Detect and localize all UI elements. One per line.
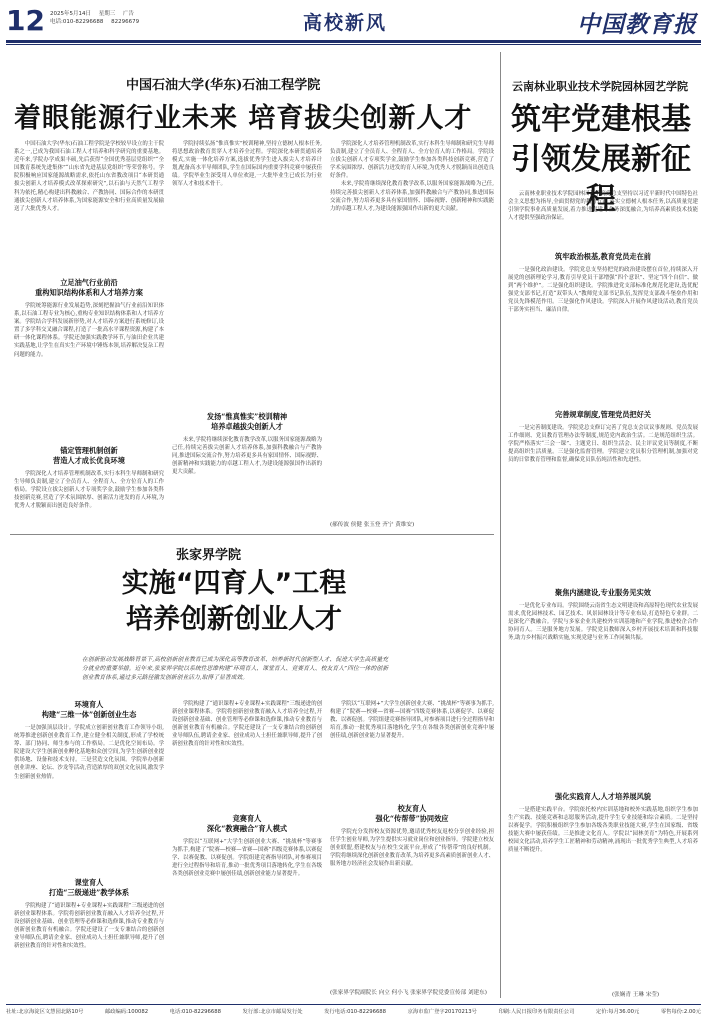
article3-column-3: 学院以“互联网+”大学生创新创业大赛、“挑战杯”等赛事为抓手,构建了“院赛—校赛—省赛—国赛”四级竞赛体系,以赛促学、以赛促教、以赛促创。学院组建竞赛指导团队,对参赛项目进行全过程指导和培育,推动一批优秀项目落地转化,学生在各级各类创新创业竞赛中屡创佳绩,创新创业能力显著提升。 [172, 839, 322, 878]
article3-column-4: 学院充分发挥校友资源优势,邀请优秀校友返校分享创业经验,担任学生创业导师,为学生提供实习就业岗位和创业指导。学院建立校友创业联盟,搭建校友与在校生交流平台,形成了“传帮带”的良好机制。学院将继续深化创新创业教育改革,为培养更多高素质创新创业人才、服务地方经济社会发展作出新贡献。 [330, 829, 494, 868]
article1-column-6: 学院深化人才培养管理机制改革,实行本科生导师制和研究生导师负责制,建立了全员育人、全程育人、全方位育人的工作格局。学院设立拔尖创新人才专项奖学金,鼓励学生参加各类科技创新竞赛,营造了学术氛围浓厚、创新活力迸发的育人环境,为优秀人才脱颖而出创造良好条件。 未来,学院将继续深化教育教学改革,以服务国家能源战略为己任,持续完善拔尖创新人才培养体系,加强科教融合与产教协同,推进国际交流合作,努力培养更多具有家国情怀、国际视野、创新精神和实践能力的卓越工程人才,为建设能源强国作出新的更大贡献。 [330, 141, 494, 212]
article3-column-2: 学院构建了“通识课程+专业课程+实践课程”三级递进的创新创业课程体系。学院将创新创业教育融入人才培养全过程,开设创新创业基础、创业管理等必修课和选修课,推动专业教育与创新创业教育有机融合。学院还建设了一支专兼结合的创新创业导师队伍,聘请企业家、创业成功人士担任兼职导师,提升了创新创业教育的针对性和实效性。 [14, 903, 164, 950]
masthead-meta [50, 10, 145, 26]
article1-column-3: 学院深化人才培养管理机制改革,实行本科生导师制和研究生导师负责制,建立了全员育人、全程育人、全方位育人的工作格局。学院设立拔尖创新人才专项奖学金,鼓励学生参加各类科技创新竞赛,营造了学术氛围浓厚、创新活力迸发的育人环境,为优秀人才脱颖而出创造良好条件。 [14, 471, 164, 510]
footer-monthly-price: 定价:每月36.00元 [595, 1009, 640, 1015]
article1-subhead-2: 锚定管理机制创新 营造人才成长优良环境 [53, 446, 125, 465]
footer-distribution: 发行部:北京市邮局发行处 [242, 1009, 303, 1015]
article2-kicker: 云南林业职业技术学院园林园艺学院 [512, 80, 688, 93]
page-type: 广告 [123, 11, 135, 17]
article2-intro: 云南林业职业技术学院园林园艺学院党总支坚持以习近平新时代中国特色社会主义思想为指导,全面贯彻党的教育方针,落实立德树人根本任务,以高质量党建引领学院事业高质量发展,着力推进党建与业务深度融合,为培养高素质技术技能人才提供坚强政治保证。 [508, 191, 698, 222]
masthead-rule-thin [6, 44, 701, 45]
section-divider [10, 534, 494, 535]
footer-license: 京海市监广登字20170213号 [407, 1009, 477, 1015]
footer-distribution-phone: 发行电话:010-82296688 [324, 1009, 387, 1015]
article1-column-2: 学院统筹能源行业发展趋势,深刻把握油气行业前沿知识体系,以石油工程专业为核心,重构专业知识结构体系和人才培养方案。学院结合学科发展新形势,对人才培养方案进行系统修订,设置了多学科交叉融合课程,打造了一批高水平课程资源,构建了本研一体化课程体系。学院还加强实践教学环节,与油田企业共建实践基地,让学生在真实生产环境中锤炼本领,培养解决复杂工程问题的能力。 [14, 303, 164, 358]
section-title: 高校新风 [303, 12, 388, 34]
article3-kicker: 张家界学院 [176, 548, 242, 563]
issue-weekday: 星期三 [98, 11, 116, 17]
article2-byline: (张娴青 王琳 宋莹) [612, 992, 660, 998]
article1-byline: (郝传波 侯健 张玉登 齐宁 黄维安) [330, 522, 415, 528]
footer-rule [6, 1004, 701, 1005]
article2-column-4: 一是优化专业布局。学院围绕云南省生态文明建设和高原特色现代农业发展需求,优化园林技术、园艺技术、风景园林设计等专业布局,打造特色专业群。二是深化产教融合。学院与多家企业共建校外实训基地和产业学院,推进校企合作协同育人。三是服务地方发展。学院党员教师深入乡村开展技术培训和科技服务,助力乡村振兴战略实施,实现党建与业务工作同频共振。 [508, 603, 698, 642]
article3-byline: (张家界学院副院长 向立 何小飞 张家界学院党委宣传部 刘建东) [330, 990, 487, 996]
article1-column-5: 未来,学院将继续深化教育教学改革,以服务国家能源战略为己任,持续完善拔尖创新人才培养体系,加强科教融合与产教协同,推进国际交流合作,努力培养更多具有家国情怀、国际视野、创新精神和实践能力的卓越工程人才,为建设能源强国作出新的更大贡献。 [172, 437, 322, 476]
article3-subhead-4: 校友育人 强化“传帮带”协同效应 [375, 804, 449, 823]
article3-column-1: 一是加强顶层设计。学院成立创新创业教育工作领导小组,统筹推进创新创业教育工作,建立健全相关制度,形成了学校统筹、部门协同、师生参与的工作格局。二是优化空间布局。学院建设大学生创新创业孵化基地和众创空间,为学生创新创业提供场地、设备和技术支持。三是营造文化氛围。学院举办创新创业讲座、论坛、沙龙等活动,营造浓厚的双创文化氛围,激发学生创新创业热情。 [14, 725, 164, 780]
footer [6, 1007, 701, 1015]
footer-printer: 印刷:人民日报印务有限责任公司 [498, 1009, 575, 1015]
footer-address: 社址:北京海淀区文慧园北路10号 [6, 1009, 84, 1015]
article1-kicker: 中国石油大学(华东)石油工程学院 [126, 78, 321, 93]
article3-subhead-2: 课堂育人 打造“三级递进”教学体系 [48, 878, 130, 897]
article3-headline: 实施“四育人”工程 培养创新创业人才 [121, 568, 347, 635]
article1-subhead-1: 立足油气行业前沿 重构知识结构体系和人才培养方案 [35, 278, 143, 297]
article2-subhead-1: 筑牢政治根基,教育党员走在前 [555, 252, 651, 261]
article3-column-4a: 学院以“互联网+”大学生创新创业大赛、“挑战杯”等赛事为抓手,构建了“院赛—校赛—省赛—国赛”四级竞赛体系,以赛促学、以赛促教、以赛促创。学院组建竞赛指导团队,对参赛项目进行全过程指导和培育,推动一批优秀项目落地转化,学生在各级各类创新创业竞赛中屡创佳绩,创新创业能力显著提升。 [330, 701, 494, 740]
article2-subhead-2: 完善规章制度,管理党员把好关 [555, 410, 651, 419]
page-number: 12 [6, 4, 45, 37]
contact-phone-1: 电话:010-82296688 [50, 19, 104, 25]
footer-postcode: 邮政编码:100082 [104, 1009, 149, 1015]
article1-column-1: 中国石油大学(华东)石油工程学院是学校较早设立的主干院系之一,已成为我国石油工程人才培养和科学研究的重要基地。近年来,学院办学成果丰硕,先后获得“全国优秀基层党组织”“全国教育系统先进集体”“山东省先进基层党组织”等荣誉称号。学院积极响应国家能源战略需求,依托山东省教改项目“本研贯通拔尖创新人才培养模式改革探索研究”,以石油与天然气工程学科为依托,精心构建出科教融合、产教协同、国际合作的本研贯通拔尖创新人才培养体系,为国家能源安全和行业高质量发展输送了大批优秀人才。 [14, 141, 164, 212]
article3-lead: 在创新驱动发展战略背景下,高校创新创业教育已成为深化高等教育改革、培养新时代创新型人才、促进大学生高质量充分就业的重要举措。近年来,张家界学院以系统性思维构建“环境育人、课堂育人、竞赛育人、校友育人”四位一体的创新创业教育体系,通过多元路径激发创新创业活力,取得了显著成效。 [82, 657, 388, 681]
masthead [6, 6, 701, 38]
article3-subhead-1: 环境育人 构建“三维一体”创新创业生态 [41, 700, 137, 719]
footer-retail-price: 零售每份:2.00元 [660, 1009, 701, 1015]
article1-headline: 着眼能源行业未来 培育拔尖创新人才 [14, 103, 473, 134]
article2-subhead-3: 聚焦内涵建设,专业服务见实效 [555, 588, 651, 597]
article2-column-3: 一是完善制度建设。学院党总支修订完善了党总支会议议事规则、党员发展工作细则、党员教育管理办法等制度,规范党内政治生活。二是规范组织生活。学院严格落实“三会一课”、主题党日、组织生活会、民主评议党员等制度,不断提高组织生活质量。三是强化监督管理。学院建立党员积分管理机制,加强对党员的日常教育管理和监督,确保党员队伍纯洁性和先进性。 [508, 425, 698, 464]
issue-date: 2025年5月14日 [50, 11, 91, 17]
article2-headline: 筑牢党建根基 引领发展新征程 [511, 102, 691, 217]
masthead-rule [6, 40, 701, 43]
column-divider-right [500, 52, 501, 998]
contact-phone-2: 82296679 [111, 19, 140, 25]
article2-subhead-4: 强化实践育人,人才培养展风貌 [555, 792, 651, 801]
article3-subhead-3: 竞赛育人 深化“教赛融合”育人模式 [206, 814, 288, 833]
newspaper-logo: 中国教育报 [577, 11, 697, 38]
footer-phone: 电话:010-82296688 [169, 1009, 221, 1015]
article3-column-3a: 学院构建了“通识课程+专业课程+实践课程”三级递进的创新创业课程体系。学院将创新创业教育融入人才培养全过程,开设创新创业基础、创业管理等必修课和选修课,推动专业教育与创新创业教育有机融合。学院还建设了一支专兼结合的创新创业导师队伍,聘请企业家、创业成功人士担任兼职导师,提升了创新创业教育的针对性和实效性。 [172, 701, 322, 748]
article1-column-4: 学院持续弘扬“惟真惟实”校训精神,坚持立德树人根本任务,将思想政治教育贯穿人才培养全过程。学院深化本研贯通培养模式,实施一体化培养方案,选拔优秀学生进入拔尖人才培养计划,配备高水平导师团队,学生在国际国内重要学科竞赛中屡获佳绩。学院毕业生深受用人单位欢迎,一大批毕业生已成长为行业领军人才和技术骨干。 [172, 141, 322, 188]
article2-column-2: 一是强化政治建设。学院党总支坚持把党的政治建设摆在首位,持续深入开展党的创新理论学习,教育引导党员干部增强“四个意识”、坚定“四个自信”、做到“两个维护”。二是强化组织建设。学院推进党支部标准化规范化建设,选优配强党支部书记,打造“双带头人”教师党支部书记队伍,发挥党支部战斗堡垒作用和党员先锋模范作用。三是强化作风建设。学院深入开展作风建设活动,教育党员干部务实担当、廉洁自律。 [508, 267, 698, 314]
article1-subhead-3: 发扬“惟真惟实”校训精神 培养卓越拔尖创新人才 [206, 412, 288, 431]
article2-column-5: 一是搭建实践平台。学院依托校内实训基地和校外实践基地,组织学生参加生产实践、技能竞赛和志愿服务活动,提升学生专业技能和综合素质。二是坚持以赛促学。学院积极组织学生参加各级各类职业技能大赛,学生在国家级、省级技能大赛中屡获佳绩。三是推进文化育人。学院以“园林美育”为特色,开展系列校园文化活动,培养学生工匠精神和劳动精神,涌现出一批优秀学生典型,人才培养质量不断提升。 [508, 807, 698, 854]
